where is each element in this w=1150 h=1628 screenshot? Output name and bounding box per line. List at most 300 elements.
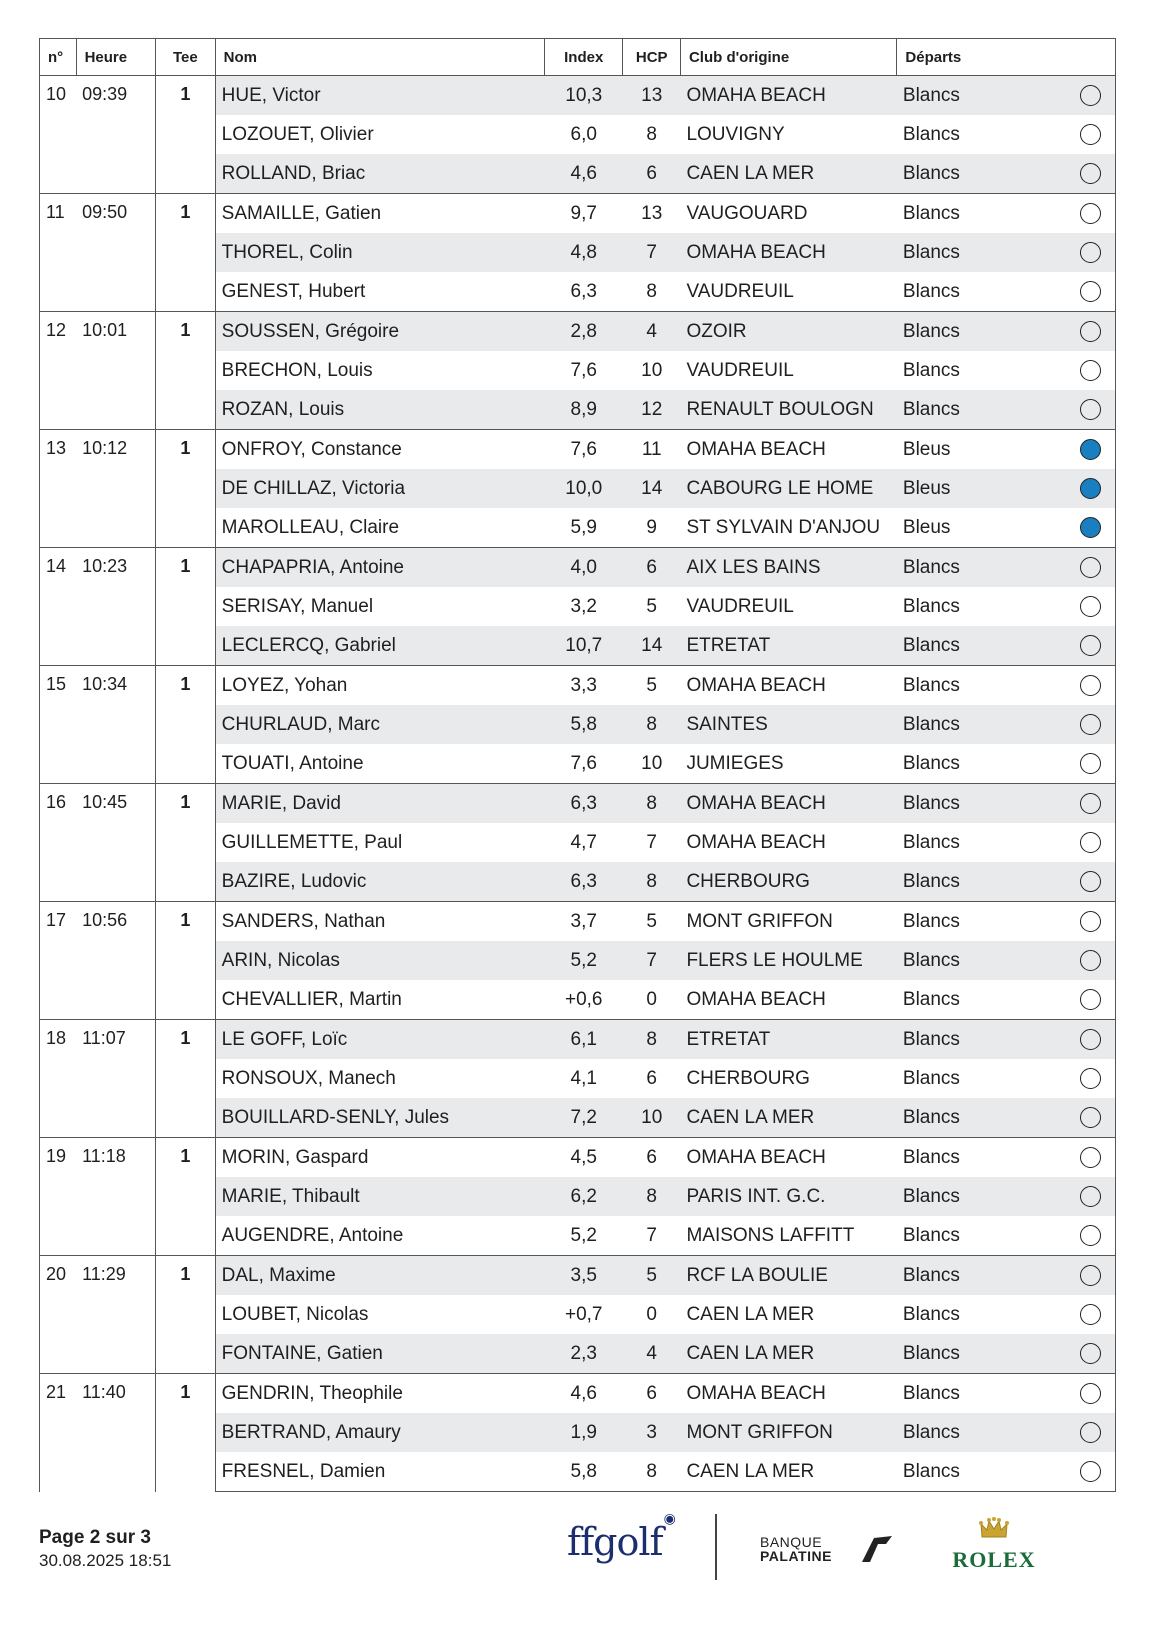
player-index: 5,9	[570, 516, 597, 538]
player-club: OMAHA BEACH	[686, 988, 826, 1010]
player-index: 3,5	[545, 1256, 623, 1296]
player-name: BAZIRE, Ludovic	[215, 862, 544, 902]
flight-number: 14	[40, 548, 77, 666]
empty-circle-icon	[1080, 1304, 1101, 1325]
player-name: MARIE, David	[215, 784, 544, 824]
tee-time: 09:50	[76, 194, 155, 312]
player-club: JUMIEGES	[686, 752, 784, 774]
player-row	[40, 902, 1116, 942]
depart-marker	[1066, 1020, 1115, 1060]
player-index: 5,2	[570, 1224, 597, 1246]
player-index: 10,7	[545, 626, 623, 666]
depart-marker	[1066, 666, 1115, 706]
player-depart: Blancs	[897, 626, 1066, 666]
empty-circle-icon	[1080, 793, 1101, 814]
player-hcp: 13	[623, 194, 681, 234]
player-hcp: 8	[623, 862, 681, 902]
player-club: FLERS LE HOULME	[680, 941, 896, 980]
player-name: AUGENDRE, Antoine	[221, 1224, 404, 1246]
player-hcp: 14	[623, 469, 681, 508]
player-depart: Blancs	[902, 1303, 960, 1325]
tee-time: 10:23	[76, 548, 155, 666]
tee-number: 1	[156, 430, 216, 548]
player-name: GENEST, Hubert	[221, 280, 366, 302]
empty-circle-icon	[1080, 1461, 1101, 1482]
empty-circle-icon	[1080, 950, 1101, 971]
player-club: RCF LA BOULIE	[680, 1256, 896, 1296]
player-club: AIX LES BAINS	[680, 548, 896, 588]
player-index: 6,1	[545, 1020, 623, 1060]
player-club: CAEN LA MER	[680, 1098, 896, 1138]
player-club: OMAHA BEACH	[680, 76, 896, 116]
empty-circle-icon	[1080, 1383, 1101, 1404]
banque-palatine-logo	[760, 1534, 900, 1568]
player-hcp: 4	[623, 312, 681, 352]
player-index: 6,3	[545, 862, 623, 902]
ffgolf-mark-icon: ◉	[663, 1511, 675, 1528]
player-club: OMAHA BEACH	[680, 1374, 896, 1414]
player-index: 4,5	[545, 1138, 623, 1178]
filled-circle-icon	[1080, 517, 1101, 538]
player-name: HUE, Victor	[215, 76, 544, 116]
player-hcp: 8	[623, 784, 681, 824]
tee-time: 09:39	[76, 76, 155, 194]
player-depart: Blancs	[897, 784, 1066, 824]
depart-marker	[1066, 980, 1115, 1020]
player-name: DE CHILLAZ, Victoria	[215, 469, 544, 508]
player-club: CAEN LA MER	[686, 1303, 815, 1325]
player-club: MONT GRIFFON	[680, 1413, 896, 1452]
depart-marker	[1066, 587, 1115, 626]
tee-number: 1	[156, 902, 216, 1020]
depart-marker	[1066, 312, 1115, 352]
player-index: 5,2	[545, 941, 623, 980]
depart-marker	[1066, 1334, 1115, 1374]
tee-time: 10:12	[76, 430, 155, 548]
player-hcp: 5	[623, 902, 681, 942]
flight-number: 20	[40, 1256, 77, 1374]
player-depart: Bleus	[897, 430, 1066, 470]
depart-marker	[1066, 1256, 1115, 1296]
empty-circle-icon	[1080, 596, 1101, 617]
depart-marker	[1066, 1216, 1115, 1256]
player-name: CHEVALLIER, Martin	[221, 988, 402, 1010]
player-index: 9,7	[545, 194, 623, 234]
player-depart: Blancs	[902, 595, 960, 617]
player-club: CAEN LA MER	[680, 154, 896, 194]
player-name: BOUILLARD-SENLY, Jules	[215, 1098, 544, 1138]
player-depart: Blancs	[897, 666, 1066, 706]
header-nom: Nom	[215, 39, 544, 76]
flight-number: 21	[40, 1374, 77, 1492]
palatine-text: PALATINE	[760, 1548, 832, 1564]
player-hcp: 6	[646, 1067, 657, 1089]
player-hcp: 8	[623, 1020, 681, 1060]
player-depart: Blancs	[902, 123, 960, 145]
tee-time: 11:07	[76, 1020, 155, 1138]
tee-time: 10:01	[76, 312, 155, 430]
player-row	[40, 1020, 1116, 1060]
player-depart: Blancs	[897, 1138, 1066, 1178]
flight-number: 13	[40, 430, 77, 548]
empty-circle-icon	[1080, 557, 1101, 578]
empty-circle-icon	[1080, 85, 1101, 106]
rolex-text: ROLEX	[952, 1547, 1036, 1572]
player-name: LOYEZ, Yohan	[215, 666, 544, 706]
player-depart: Blancs	[897, 902, 1066, 942]
player-club: RENAULT BOULOGN	[680, 390, 896, 430]
print-timestamp: 30.08.2025 18:51	[39, 1551, 172, 1570]
player-name: FRESNEL, Damien	[215, 1452, 544, 1492]
empty-circle-icon	[1080, 1186, 1101, 1207]
depart-marker	[1066, 1374, 1115, 1414]
player-depart: Blancs	[897, 233, 1066, 272]
depart-marker	[1066, 862, 1115, 902]
header-num: n°	[40, 39, 77, 76]
empty-circle-icon	[1080, 1107, 1101, 1128]
player-index: 6,2	[545, 1177, 623, 1216]
player-depart: Blancs	[897, 1374, 1066, 1414]
empty-circle-icon	[1080, 281, 1101, 302]
player-club: OMAHA BEACH	[680, 430, 896, 470]
empty-circle-icon	[1080, 242, 1101, 263]
player-name: THOREL, Colin	[215, 233, 544, 272]
player-hcp: 5	[623, 666, 681, 706]
header-tee: Tee	[156, 39, 216, 76]
player-index: 8,9	[545, 390, 623, 430]
player-hcp: 11	[623, 430, 681, 470]
flight-number: 17	[40, 902, 77, 1020]
depart-marker	[1066, 115, 1115, 154]
player-hcp: 10	[641, 359, 663, 381]
tee-time: 11:29	[76, 1256, 155, 1374]
ffgolf-logo-text: ffgolf	[567, 1520, 663, 1564]
depart-marker	[1066, 76, 1115, 116]
player-depart: Bleus	[897, 469, 1066, 508]
player-club: SAINTES	[680, 705, 896, 744]
player-name: RONSOUX, Manech	[221, 1067, 396, 1089]
empty-circle-icon	[1080, 989, 1101, 1010]
depart-marker	[1066, 744, 1115, 784]
player-club: CAEN LA MER	[680, 1452, 896, 1492]
empty-circle-icon	[1080, 203, 1101, 224]
player-depart: Blancs	[897, 1413, 1066, 1452]
player-name: SOUSSEN, Grégoire	[215, 312, 544, 352]
player-row	[40, 194, 1116, 234]
player-name: LE GOFF, Loïc	[215, 1020, 544, 1060]
empty-circle-icon	[1080, 1265, 1101, 1286]
palatine-emblem-icon	[860, 1534, 894, 1564]
header-heure: Heure	[76, 39, 155, 76]
player-hcp: 9	[646, 516, 657, 538]
player-index: 7,6	[570, 752, 597, 774]
tee-time: 10:34	[76, 666, 155, 784]
player-hcp: 8	[646, 123, 657, 145]
tee-number: 1	[156, 666, 216, 784]
player-hcp: 6	[623, 1138, 681, 1178]
player-name: SERISAY, Manuel	[221, 595, 374, 617]
player-index: 7,6	[545, 430, 623, 470]
player-club: ETRETAT	[680, 1020, 896, 1060]
player-depart: Blancs	[902, 359, 960, 381]
player-name: GUILLEMETTE, Paul	[221, 831, 403, 853]
player-hcp: 5	[623, 1256, 681, 1296]
player-name: LOZOUET, Olivier	[221, 123, 374, 145]
player-row	[40, 548, 1116, 588]
depart-marker	[1066, 902, 1115, 942]
player-club: MAISONS LAFFITT	[686, 1224, 855, 1246]
tee-number: 1	[156, 1256, 216, 1374]
header-club: Club d'origine	[680, 39, 896, 76]
player-hcp: 14	[623, 626, 681, 666]
player-hcp: 3	[623, 1413, 681, 1452]
player-hcp: 6	[623, 154, 681, 194]
tee-time: 10:45	[76, 784, 155, 902]
player-club: OZOIR	[680, 312, 896, 352]
footer-divider	[715, 1514, 717, 1580]
player-name: SAMAILLE, Gatien	[215, 194, 544, 234]
empty-circle-icon	[1080, 321, 1101, 342]
player-club: LOUVIGNY	[686, 123, 785, 145]
player-depart: Blancs	[897, 312, 1066, 352]
player-depart: Blancs	[902, 1067, 960, 1089]
player-index: 3,7	[545, 902, 623, 942]
filled-circle-icon	[1080, 439, 1101, 460]
player-club: OMAHA BEACH	[686, 831, 826, 853]
depart-marker	[1066, 351, 1115, 390]
player-depart: Blancs	[897, 1177, 1066, 1216]
player-index: 4,7	[570, 831, 597, 853]
banque-text: BANQUE	[760, 1534, 823, 1550]
player-name: FONTAINE, Gatien	[215, 1334, 544, 1374]
tee-number: 1	[156, 76, 216, 194]
empty-circle-icon	[1080, 635, 1101, 656]
player-depart: Blancs	[902, 988, 960, 1010]
player-row	[40, 1256, 1116, 1296]
player-depart: Blancs	[897, 1020, 1066, 1060]
player-club: CHERBOURG	[686, 1067, 810, 1089]
player-name: MAROLLEAU, Claire	[221, 516, 400, 538]
depart-marker	[1066, 705, 1115, 744]
player-name: ROZAN, Louis	[215, 390, 544, 430]
depart-marker	[1066, 823, 1115, 862]
player-row	[40, 784, 1116, 824]
player-club: OMAHA BEACH	[680, 784, 896, 824]
footer-info	[39, 1527, 171, 1571]
depart-marker	[1066, 233, 1115, 272]
player-name: LECLERCQ, Gabriel	[215, 626, 544, 666]
ffgolf-logo	[567, 1511, 675, 1564]
flight-number: 12	[40, 312, 77, 430]
player-name: CHAPAPRIA, Antoine	[215, 548, 544, 588]
player-name: LOUBET, Nicolas	[221, 1303, 369, 1325]
player-depart: Blancs	[897, 390, 1066, 430]
player-index: 7,6	[570, 359, 597, 381]
empty-circle-icon	[1080, 163, 1101, 184]
empty-circle-icon	[1080, 832, 1101, 853]
tee-time: 11:40	[76, 1374, 155, 1492]
depart-marker	[1066, 272, 1115, 312]
page-number: Page 2 sur 3	[39, 1527, 151, 1548]
empty-circle-icon	[1080, 1068, 1101, 1089]
player-hcp: 6	[623, 548, 681, 588]
player-index: 2,8	[545, 312, 623, 352]
empty-circle-icon	[1080, 360, 1101, 381]
player-row	[40, 666, 1116, 706]
player-hcp: 7	[646, 1224, 657, 1246]
player-depart: Blancs	[897, 862, 1066, 902]
player-hcp: 8	[623, 1177, 681, 1216]
player-name: CHURLAUD, Marc	[215, 705, 544, 744]
player-club: OMAHA BEACH	[680, 233, 896, 272]
player-hcp: 4	[623, 1334, 681, 1374]
table-header	[40, 39, 1116, 76]
player-index: +0,7	[564, 1303, 603, 1325]
empty-circle-icon	[1080, 911, 1101, 932]
player-depart: Blancs	[902, 1224, 960, 1246]
player-depart: Blancs	[902, 831, 960, 853]
tee-number: 1	[156, 1020, 216, 1138]
player-index: 3,2	[570, 595, 597, 617]
depart-marker	[1066, 626, 1115, 666]
header-index: Index	[545, 39, 623, 76]
empty-circle-icon	[1080, 124, 1101, 145]
empty-circle-icon	[1080, 714, 1101, 735]
player-name: MARIE, Thibault	[215, 1177, 544, 1216]
tee-number: 1	[156, 548, 216, 666]
player-depart: Blancs	[897, 1256, 1066, 1296]
depart-marker	[1066, 941, 1115, 980]
player-name: BRECHON, Louis	[221, 359, 373, 381]
empty-circle-icon	[1080, 399, 1101, 420]
player-index: 10,0	[545, 469, 623, 508]
player-club: CHERBOURG	[680, 862, 896, 902]
empty-circle-icon	[1080, 675, 1101, 696]
player-club: MONT GRIFFON	[680, 902, 896, 942]
player-depart: Blancs	[897, 76, 1066, 116]
flight-number: 18	[40, 1020, 77, 1138]
player-hcp: 6	[623, 1374, 681, 1414]
player-club: CAEN LA MER	[680, 1334, 896, 1374]
player-index: 7,2	[545, 1098, 623, 1138]
player-club: VAUDREUIL	[686, 280, 794, 302]
empty-circle-icon	[1080, 1029, 1101, 1050]
empty-circle-icon	[1080, 753, 1101, 774]
player-index: 3,3	[545, 666, 623, 706]
player-name: DAL, Maxime	[215, 1256, 544, 1296]
player-index: 4,0	[545, 548, 623, 588]
header-departs: Départs	[897, 39, 1116, 76]
player-depart: Blancs	[897, 194, 1066, 234]
player-club: OMAHA BEACH	[680, 666, 896, 706]
depart-marker	[1066, 154, 1115, 194]
player-name: BERTRAND, Amaury	[215, 1413, 544, 1452]
tee-time: 11:18	[76, 1138, 155, 1256]
filled-circle-icon	[1080, 478, 1101, 499]
player-index: 4,8	[545, 233, 623, 272]
player-hcp: 0	[646, 1303, 657, 1325]
player-depart: Bleus	[902, 516, 951, 538]
depart-marker	[1066, 784, 1115, 824]
flight-number: 19	[40, 1138, 77, 1256]
player-club: VAUGOUARD	[680, 194, 896, 234]
player-row	[40, 1138, 1116, 1178]
rolex-crown-icon	[979, 1517, 1009, 1541]
depart-marker	[1066, 508, 1115, 548]
tee-number: 1	[156, 784, 216, 902]
player-hcp: 7	[623, 233, 681, 272]
empty-circle-icon	[1080, 871, 1101, 892]
player-name: SANDERS, Nathan	[215, 902, 544, 942]
depart-marker	[1066, 1098, 1115, 1138]
player-index: 6,0	[570, 123, 597, 145]
rolex-logo	[949, 1517, 1039, 1573]
player-row	[40, 430, 1116, 470]
player-hcp: 7	[646, 831, 657, 853]
tee-number: 1	[156, 1374, 216, 1492]
player-depart: Blancs	[897, 1334, 1066, 1374]
player-index: 10,3	[545, 76, 623, 116]
player-row	[40, 1374, 1116, 1414]
player-depart: Blancs	[897, 1098, 1066, 1138]
player-hcp: 10	[641, 752, 663, 774]
player-depart: Blancs	[902, 752, 960, 774]
player-name: TOUATI, Antoine	[221, 752, 364, 774]
depart-marker	[1066, 1452, 1115, 1492]
header-hcp: HCP	[623, 39, 681, 76]
player-index: 5,8	[545, 705, 623, 744]
player-club: PARIS INT. G.C.	[680, 1177, 896, 1216]
player-club: CABOURG LE HOME	[680, 469, 896, 508]
player-hcp: 8	[623, 1452, 681, 1492]
player-depart: Blancs	[897, 941, 1066, 980]
player-name: MORIN, Gaspard	[215, 1138, 544, 1178]
player-index: 2,3	[545, 1334, 623, 1374]
player-club: ST SYLVAIN D'ANJOU	[686, 516, 881, 538]
depart-marker	[1066, 390, 1115, 430]
depart-marker	[1066, 1295, 1115, 1334]
player-hcp: 8	[623, 705, 681, 744]
empty-circle-icon	[1080, 1422, 1101, 1443]
depart-marker	[1066, 1059, 1115, 1098]
depart-marker	[1066, 1138, 1115, 1178]
player-index: 1,9	[545, 1413, 623, 1452]
empty-circle-icon	[1080, 1343, 1101, 1364]
flight-number: 10	[40, 76, 77, 194]
player-hcp: 13	[623, 76, 681, 116]
depart-marker	[1066, 1177, 1115, 1216]
player-index: 4,1	[570, 1067, 597, 1089]
player-depart: Blancs	[897, 548, 1066, 588]
player-hcp: 12	[623, 390, 681, 430]
player-index: +0,6	[564, 988, 603, 1010]
tee-number: 1	[156, 194, 216, 312]
tee-time: 10:56	[76, 902, 155, 1020]
player-depart: Blancs	[897, 154, 1066, 194]
player-row	[40, 76, 1116, 116]
empty-circle-icon	[1080, 1147, 1101, 1168]
player-depart: Blancs	[902, 280, 960, 302]
player-hcp: 7	[623, 941, 681, 980]
player-name: ONFROY, Constance	[215, 430, 544, 470]
tee-number: 1	[156, 312, 216, 430]
depart-marker	[1066, 548, 1115, 588]
player-club: OMAHA BEACH	[680, 1138, 896, 1178]
player-depart: Blancs	[897, 705, 1066, 744]
flight-number: 11	[40, 194, 77, 312]
player-index: 4,6	[545, 1374, 623, 1414]
flight-number: 16	[40, 784, 77, 902]
